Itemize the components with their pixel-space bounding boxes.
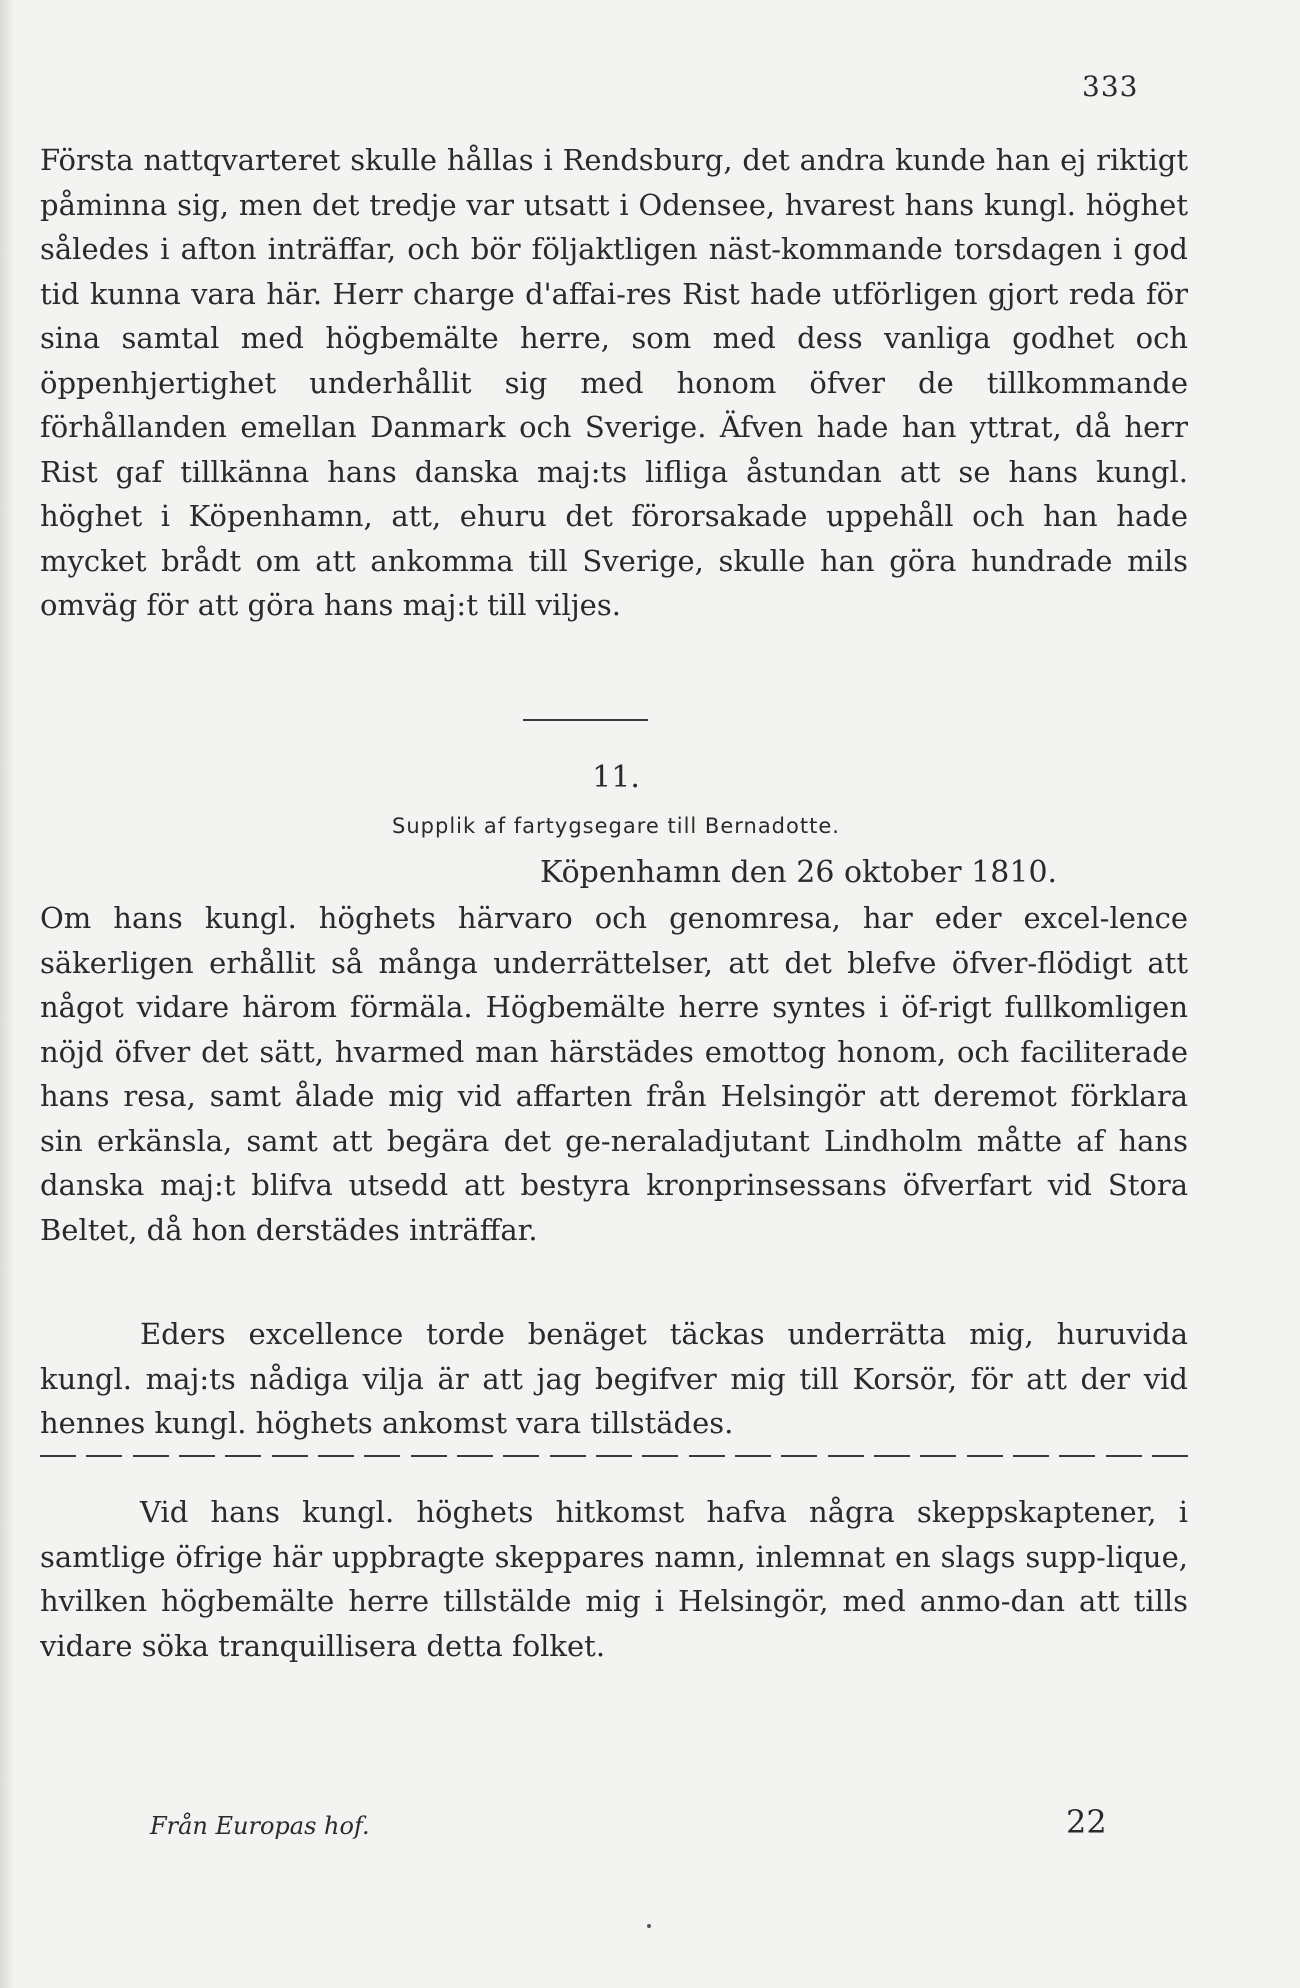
dash [550, 1455, 586, 1457]
dash [1106, 1455, 1142, 1457]
dash [272, 1455, 308, 1457]
stray-dot [647, 1924, 651, 1928]
dash [967, 1455, 1003, 1457]
dash [457, 1455, 493, 1457]
section-divider [523, 719, 648, 721]
dash [1059, 1455, 1095, 1457]
paragraph-3: Eders excellence torde benäget täckas underrätta mig, huruvida kungl. maj:ts nådiga vilja är att jag begifver mig till Korsör, för att der vid hennes kungl. höghets ankomst vara tillstädes. [40, 1317, 1188, 1440]
dateline: Köpenhamn den 26 oktober 1810. [540, 855, 1058, 890]
dash [689, 1455, 725, 1457]
dash [318, 1455, 354, 1457]
section-title: Supplik af fartygsegare till Bernadotte. [392, 814, 840, 838]
paragraph-2: Om hans kungl. höghets härvaro och genomresa, har eder excel-lence säkerligen erhållit så många underrättelser, att det blefve öfver-flödigt att något vidare härom förmäla. Högbemälte herre syntes i öf-rigt fullkomligen nöjd öfver det sätt, hvarmed man härstädes emottog honom, och faciliterade hans resa, samt ålade mig vid affarten från Helsingör att deremot förklara sin erkänsla, samt att begära det ge-neraladjutant Lindholm måtte af hans danska maj:t blifva utsedd att bestyra kronprinsessans öfverfart vid Stora Beltet, då hon derstädes inträffar. [40, 901, 1188, 1247]
dash [781, 1455, 817, 1457]
dash [179, 1455, 215, 1457]
section-number: 11. [592, 760, 640, 795]
omission-dashes [40, 1455, 1188, 1457]
dash [225, 1455, 261, 1457]
footer-signature: 22 [1066, 1803, 1107, 1841]
dash [40, 1455, 76, 1457]
dash [596, 1455, 632, 1457]
dash [364, 1455, 400, 1457]
dash [874, 1455, 910, 1457]
footer-source: Från Europas hof. [150, 1812, 370, 1840]
dash [1013, 1455, 1049, 1457]
dash [411, 1455, 447, 1457]
dash [86, 1455, 122, 1457]
dash [735, 1455, 771, 1457]
dash [828, 1455, 864, 1457]
dash [1152, 1455, 1188, 1457]
paragraph-1: Första nattqvarteret skulle hållas i Rendsburg, det andra kunde han ej riktigt påminna sig, men det tredje var utsatt i Odensee, hvarest hans kungl. höghet således i afton inträffar, och bör följaktligen näst-kommande torsdagen i god tid kunna vara här. Herr charge d'affai-res Rist hade utförligen gjort reda för sina samtal med högbemälte herre, som med dess vanliga godhet och öppenhjertighet underhållit sig med honom öfver de tillkommande förhållanden emellan Danmark och Sverige. Äfven hade han yttrat, då herr Rist gaf tillkänna hans danska maj:ts lifliga åstundan att se hans kungl. höghet i Köpenhamn, att, ehuru det förorsakade uppehåll och han hade mycket brådt om att ankomma till Sverige, skulle han göra hundrade mils omväg för att göra hans maj:t till viljes. [40, 143, 1188, 622]
page-number: 333 [1082, 70, 1139, 103]
dash [920, 1455, 956, 1457]
dash [503, 1455, 539, 1457]
page-edge-shadow [0, 0, 14, 1988]
paragraph-4: Vid hans kungl. höghets hitkomst hafva några skeppskaptener, i samtlige öfrige här uppbragte skeppares namn, inlemnat en slags supp-lique, hvilken högbemälte herre tillstälde mig i Helsingör, med anmo-dan att tills vidare söka tranquillisera detta folket. [40, 1495, 1188, 1663]
dash [642, 1455, 678, 1457]
dash [133, 1455, 169, 1457]
